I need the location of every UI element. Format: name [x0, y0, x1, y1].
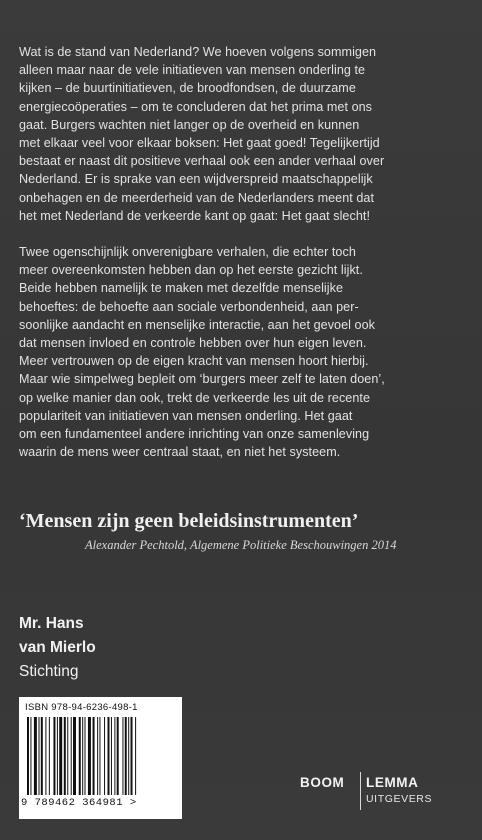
- barcode-bar: [104, 717, 105, 795]
- quote-attribution: Alexander Pechtold, Algemene Politieke Beschouwingen 2014: [85, 538, 397, 552]
- barcode-bar: [27, 717, 29, 795]
- barcode-label: [19, 697, 182, 819]
- barcode-bar: [79, 717, 81, 795]
- publisher-logo: [300, 775, 470, 815]
- foundation-name-line-3: Stichting: [19, 663, 79, 680]
- barcode-bar: [57, 717, 58, 795]
- barcode-bar: [45, 717, 46, 795]
- barcode-icon: [25, 717, 176, 797]
- barcode-bar: [30, 717, 31, 795]
- barcode-bar: [122, 717, 123, 795]
- publisher-subtitle: UITGEVERS: [366, 793, 433, 805]
- barcode-bar: [59, 717, 62, 795]
- barcode-bar: [99, 717, 100, 795]
- barcode-bar: [97, 717, 98, 795]
- barcode-bar: [114, 717, 115, 795]
- barcode-bar: [73, 717, 76, 795]
- barcode-bar: [128, 717, 129, 795]
- barcode-bar: [117, 717, 119, 795]
- publisher-name-right: LEMMA: [366, 775, 419, 790]
- barcode-bar: [88, 717, 91, 795]
- barcode-bar: [131, 717, 133, 795]
- barcode-bar: [135, 717, 136, 795]
- barcode-bar: [93, 717, 95, 795]
- barcode-bar: [53, 717, 55, 795]
- barcode-digits: 9 789462 364981 >: [21, 797, 137, 809]
- barcode-bar: [34, 717, 37, 795]
- barcode-bar: [71, 717, 72, 795]
- barcode-bar: [125, 717, 127, 795]
- barcode-bar: [49, 717, 50, 795]
- blurb-paragraph-2: Twee ogenschijnlijk onverenigbare verhalen, die echter toch meer overeenkomsten hebben dan op het eerste gezicht lijkt. Beide hebben namelijk te maken met dezelfde menselijke behoeftes: de behoefte aan sociale verbondenheid, aan per- soonlijke aandacht en menselijke interactie, aan het gevoel ook dat mensen invloed en controle hebben over hun eigen leven. Meer vertrouwen op de eigen kracht van mensen hoort hierbij. Maar wie simpelweg bepleit om ‘burgers meer zelf te laten doen’, op welke manier dan ook, trekt de verkeerde les uit de recente populariteit van initiatieven van mensen onderling. Het gaat om een fundamenteel andere inrichting van onze samenleving waarin de mens weer centraal staat, en niet het systeem.: [19, 245, 385, 460]
- barcode-bar: [85, 717, 86, 795]
- barcode-bar: [82, 717, 83, 795]
- barcode-bar: [41, 717, 43, 795]
- publisher-divider: [360, 772, 361, 810]
- barcode-bar: [39, 717, 40, 795]
- foundation-name-line-1: Mr. Hans: [19, 615, 84, 632]
- publisher-name-left: BOOM: [300, 775, 345, 790]
- barcode-bar: [108, 717, 110, 795]
- pull-quote: ‘Mensen zijn geen beleidsinstrumenten’: [19, 510, 359, 532]
- blurb-paragraph-1: Wat is de stand van Nederland? We hoeven volgens sommigen alleen maar naar de vele initiatieven van mensen onderling te kijken – de buurtinitiatieven, de broodfondsen, de duurzame energiecoöperaties – om te concluderen dat het prima met ons gaat. Burgers wachten niet langer op de overheid en kunnen met elkaar veel voor elkaar boksen: Het gaat goed! Tegelijkertijd bestaat er naast dit positieve verhaal ook een ander verhaal over Nederland. Er is sprake van een wijdverspreid maatschappelijk onbehagen en de meerderheid van de Nederlanders meent dat het met Nederland de verkeerde kant op gaat: Het gaat slecht!: [19, 45, 385, 223]
- foundation-name-line-2: van Mierlo: [19, 639, 96, 656]
- blurb-text: [19, 43, 469, 461]
- barcode-bar: [64, 717, 66, 795]
- foundation-logo: [19, 612, 96, 684]
- isbn-number: ISBN 978-94-6236-498-1: [25, 702, 138, 713]
- barcode-bar: [111, 717, 112, 795]
- barcode-bar: [67, 717, 68, 795]
